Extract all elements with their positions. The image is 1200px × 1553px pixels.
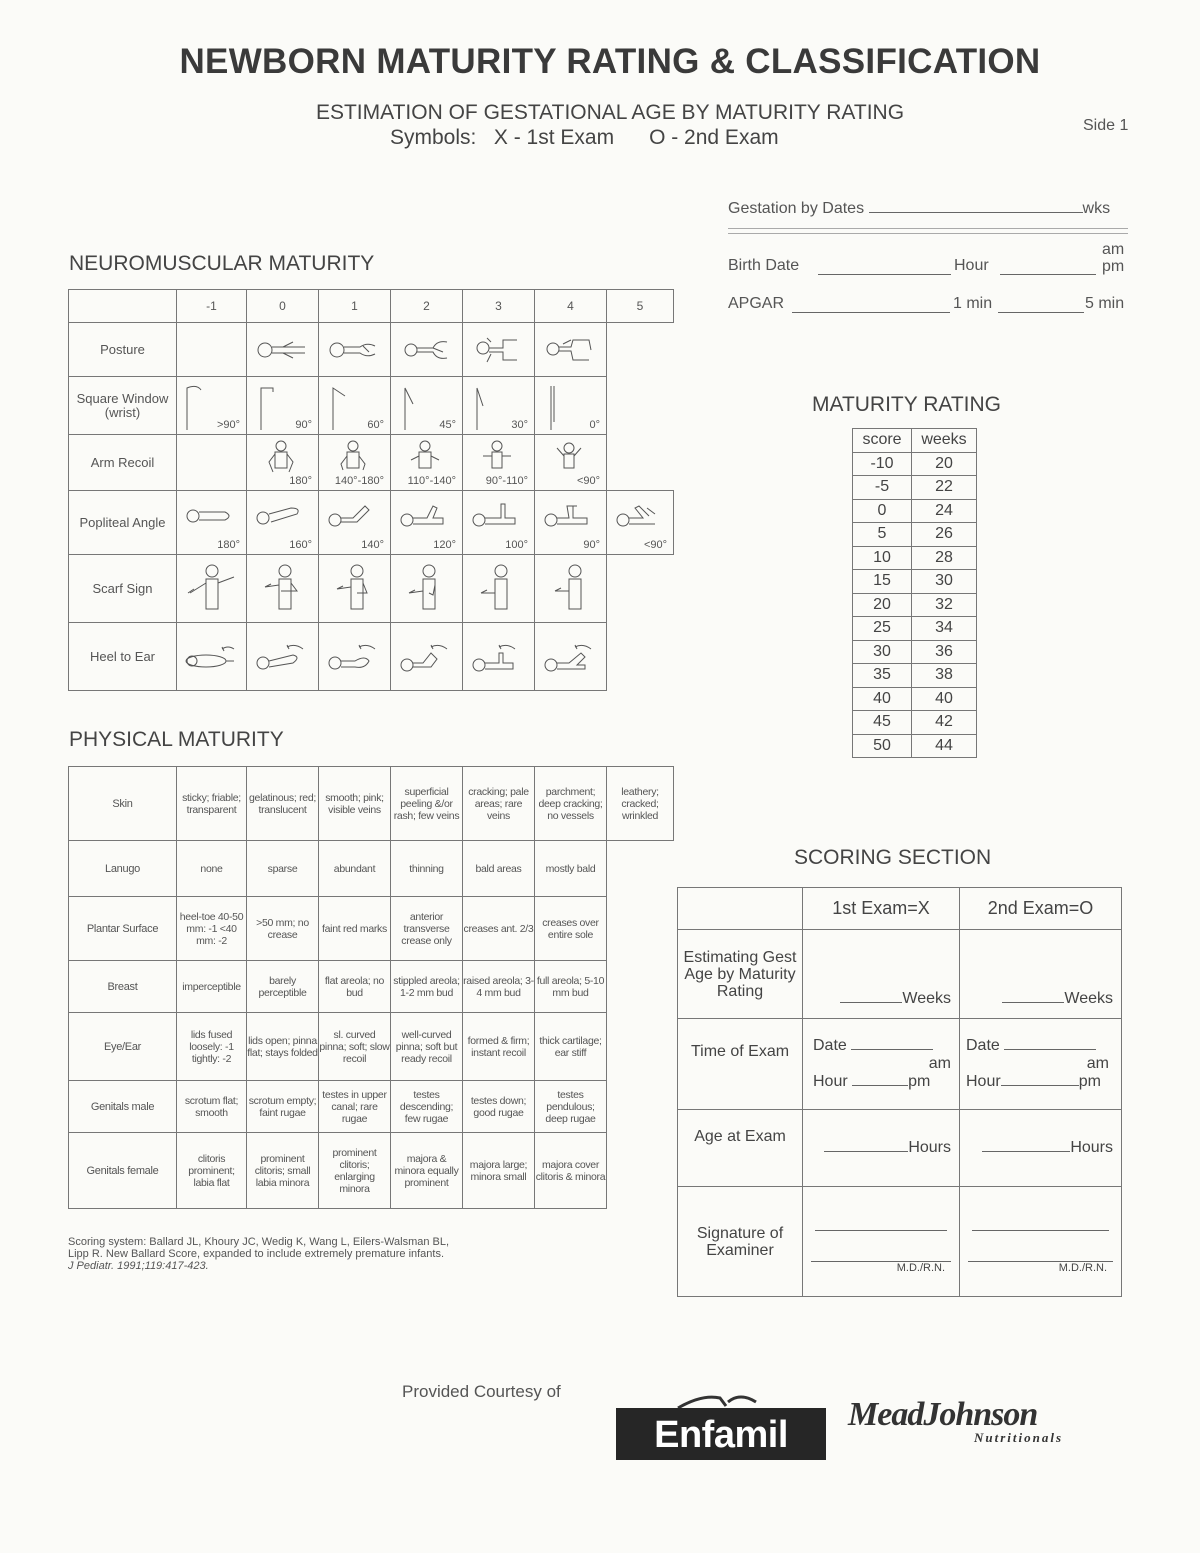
input-line[interactable] bbox=[840, 1002, 902, 1003]
divider bbox=[728, 228, 1128, 229]
weeks-cell: 36 bbox=[912, 640, 977, 664]
birth-date-input-line[interactable] bbox=[818, 260, 951, 275]
physical-cell: majora cover clitoris & minora bbox=[535, 1133, 607, 1209]
score-cell: 25 bbox=[853, 617, 912, 641]
physical-row bbox=[69, 1133, 674, 1209]
weeks-cell: 24 bbox=[912, 499, 977, 523]
square-window-cell bbox=[463, 378, 534, 434]
maturity-row bbox=[853, 687, 977, 711]
posture-cell bbox=[177, 323, 247, 377]
gestation-label: Gestation by Dates bbox=[728, 200, 865, 217]
heel-to-ear-cell bbox=[463, 623, 535, 691]
physical-cell: none bbox=[177, 841, 247, 897]
score-cell: 40 bbox=[853, 687, 912, 711]
gestation-input-line[interactable] bbox=[869, 212, 1083, 213]
row-label: Genitals male bbox=[69, 1081, 177, 1133]
physical-row bbox=[69, 1013, 674, 1081]
angle-label: 45° bbox=[439, 418, 456, 431]
enfamil-logo bbox=[616, 1392, 826, 1462]
hour-input-line[interactable] bbox=[1001, 1085, 1079, 1086]
maturity-row bbox=[853, 593, 977, 617]
weeks-label: Weeks bbox=[1064, 990, 1113, 1007]
physical-cell: parchment; deep cracking; no vessels bbox=[535, 767, 607, 841]
posture-cell bbox=[319, 323, 391, 377]
scoring-table bbox=[677, 887, 1122, 1297]
arm-recoil-icon bbox=[549, 438, 589, 478]
hour-label: Hour bbox=[954, 257, 989, 274]
hour-label: Hour bbox=[813, 1073, 848, 1090]
physical-cell: anterior transverse crease only bbox=[391, 897, 463, 961]
time-of-exam-2[interactable] bbox=[960, 1019, 1122, 1110]
score-cell: 0 bbox=[853, 499, 912, 523]
weeks-cell: 40 bbox=[912, 687, 977, 711]
physical-row bbox=[69, 961, 674, 1013]
maturity-row bbox=[853, 664, 977, 688]
wks-label: wks bbox=[1082, 200, 1111, 217]
angle-label: 140°-180° bbox=[334, 474, 384, 487]
heel-to-ear-icon bbox=[325, 639, 385, 675]
am-label: am bbox=[928, 1055, 951, 1072]
score-cell: -10 bbox=[853, 452, 912, 476]
md-rn-label: M.D./R.N. bbox=[968, 1261, 1113, 1274]
date-label: Date bbox=[966, 1037, 1000, 1054]
physical-cell: faint red marks bbox=[319, 897, 391, 961]
physical-cell: >50 mm; no crease bbox=[247, 897, 319, 961]
score-cell: 45 bbox=[853, 711, 912, 735]
popliteal-cell bbox=[463, 492, 534, 554]
scarf-sign-icon bbox=[543, 563, 599, 615]
angle-label: 120° bbox=[433, 538, 456, 551]
angle-label: 140° bbox=[361, 538, 384, 551]
second-exam-header: 2nd Exam=O bbox=[960, 888, 1122, 930]
maturity-row bbox=[853, 546, 977, 570]
angle-label: 60° bbox=[367, 418, 384, 431]
maturity-rating-table bbox=[852, 428, 977, 758]
weeks-field-2[interactable] bbox=[960, 930, 1122, 1019]
physical-cell: sparse bbox=[247, 841, 319, 897]
heel-to-ear-cell bbox=[247, 623, 319, 691]
one-min-label: 1 min bbox=[953, 295, 993, 312]
weeks-cell: 32 bbox=[912, 593, 977, 617]
weeks-cell: 20 bbox=[912, 452, 977, 476]
physical-row bbox=[69, 841, 674, 897]
citation-line: Scoring system: Ballard JL, Khoury JC, Wedig K, Wang L, Eilers-Walsman BL, bbox=[68, 1236, 450, 1248]
time-of-exam-1[interactable] bbox=[803, 1019, 960, 1110]
popliteal-cell bbox=[391, 492, 462, 554]
popliteal-icon bbox=[543, 500, 593, 530]
citation-line: Lipp R. New Ballard Score, expanded to include extremely premature infants. bbox=[68, 1248, 445, 1260]
weeks-cell: 38 bbox=[912, 664, 977, 688]
scarf-sign-icon bbox=[399, 563, 455, 615]
popliteal-cell bbox=[177, 492, 246, 554]
physical-cell: stippled areola; 1-2 mm bud bbox=[391, 961, 463, 1013]
posture-1-icon bbox=[325, 336, 385, 364]
angle-label: 110°-140° bbox=[407, 474, 456, 487]
physical-cell: imperceptible bbox=[177, 961, 247, 1013]
score-cell: 30 bbox=[853, 640, 912, 664]
weeks-cell: 28 bbox=[912, 546, 977, 570]
weeks-cell: 42 bbox=[912, 711, 977, 735]
physical-cell: bald areas bbox=[463, 841, 535, 897]
apgar-label: APGAR bbox=[728, 295, 785, 312]
symbols-legend: Symbols: X - 1st Exam O - 2nd Exam bbox=[390, 126, 779, 149]
angle-label: 0° bbox=[589, 418, 600, 431]
scarf-sign-cell bbox=[463, 555, 535, 623]
physical-cell: creases ant. 2/3 bbox=[463, 897, 535, 961]
weeks-cell: 30 bbox=[912, 570, 977, 594]
side-label: Side 1 bbox=[1083, 117, 1129, 134]
neuromuscular-title: NEUROMUSCULAR MATURITY bbox=[69, 252, 375, 275]
maturity-row bbox=[853, 617, 977, 641]
am-label: am bbox=[1102, 241, 1125, 258]
popliteal-cell bbox=[607, 492, 673, 554]
maturity-row bbox=[853, 640, 977, 664]
column-header: 0 bbox=[247, 290, 319, 323]
square-window-cell bbox=[535, 378, 606, 434]
physical-cell: raised areola; 3-4 mm bud bbox=[463, 961, 535, 1013]
scarf-sign-icon bbox=[327, 563, 383, 615]
page-subtitle: ESTIMATION OF GESTATIONAL AGE BY MATURITY RATING bbox=[315, 101, 905, 124]
angle-label: >90° bbox=[216, 418, 240, 431]
physical-title: PHYSICAL MATURITY bbox=[69, 728, 284, 751]
physical-cell: testes in upper canal; rare rugae bbox=[319, 1081, 391, 1133]
arm-recoil-cell bbox=[391, 436, 462, 490]
popliteal-cell bbox=[247, 492, 318, 554]
maturity-row bbox=[853, 499, 977, 523]
physical-cell bbox=[607, 841, 674, 897]
physical-cell bbox=[607, 897, 674, 961]
scarf-sign-icon bbox=[255, 563, 311, 615]
empty-cell bbox=[607, 623, 674, 691]
row-label: Posture bbox=[69, 323, 177, 377]
angle-label: 90°-110° bbox=[485, 474, 528, 487]
row-label: Heel to Ear bbox=[69, 623, 177, 691]
physical-cell: gelatinous; red; translucent bbox=[247, 767, 319, 841]
score-cell: 50 bbox=[853, 734, 912, 758]
row-label: Signature of Examiner bbox=[678, 1187, 803, 1297]
maturity-rating-title: MATURITY RATING bbox=[812, 393, 1001, 416]
empty-cell bbox=[607, 377, 674, 435]
input-line[interactable] bbox=[982, 1151, 1070, 1152]
popliteal-icon bbox=[255, 500, 305, 530]
physical-cell: lids open; pinna flat; stays folded bbox=[247, 1013, 319, 1081]
hours-label: Hours bbox=[908, 1139, 951, 1156]
pm-label: pm bbox=[1102, 258, 1125, 275]
posture-4-icon bbox=[541, 336, 601, 364]
scarf-sign-cell bbox=[535, 555, 607, 623]
first-exam-header: 1st Exam=X bbox=[803, 888, 960, 930]
citation bbox=[68, 1236, 449, 1272]
physical-cell: mostly bald bbox=[535, 841, 607, 897]
signature-line[interactable] bbox=[815, 1210, 947, 1231]
physical-cell: heel-toe 40-50 mm: -1 <40 mm: -2 bbox=[177, 897, 247, 961]
physical-cell: flat areola; no bud bbox=[319, 961, 391, 1013]
scarf-sign-icon bbox=[184, 563, 240, 615]
am-pm-label bbox=[1102, 241, 1124, 275]
row-label: Plantar Surface bbox=[69, 897, 177, 961]
angle-label: 180° bbox=[289, 474, 312, 487]
angle-label: <90° bbox=[576, 474, 600, 487]
angle-label: 90° bbox=[583, 538, 600, 551]
date-label: Date bbox=[813, 1037, 847, 1054]
arm-recoil-icon bbox=[405, 438, 445, 478]
score-cell: 20 bbox=[853, 593, 912, 617]
column-header: 1 bbox=[319, 290, 391, 323]
angle-label: 180° bbox=[217, 538, 240, 551]
empty-cell bbox=[607, 323, 674, 377]
posture-cell bbox=[535, 323, 607, 377]
physical-cell: smooth; pink; visible veins bbox=[319, 767, 391, 841]
physical-cell: cracking; pale areas; rare veins bbox=[463, 767, 535, 841]
physical-cell: testes descending; few rugae bbox=[391, 1081, 463, 1133]
header-empty bbox=[678, 888, 803, 930]
column-header: 3 bbox=[463, 290, 535, 323]
square-window-cell bbox=[247, 378, 318, 434]
hour-input-line[interactable] bbox=[1000, 260, 1096, 275]
physical-cell: majora large; minora small bbox=[463, 1133, 535, 1209]
physical-cell: abundant bbox=[319, 841, 391, 897]
popliteal-cell bbox=[319, 492, 390, 554]
column-header: 5 bbox=[607, 290, 674, 323]
row-label: Genitals female bbox=[69, 1133, 177, 1209]
date-input-line[interactable] bbox=[1004, 1049, 1096, 1050]
popliteal-icon bbox=[327, 500, 377, 530]
pm-label: pm bbox=[908, 1073, 931, 1090]
maturity-row bbox=[853, 734, 977, 758]
angle-label: 90° bbox=[295, 418, 312, 431]
weeks-cell: 22 bbox=[912, 476, 977, 500]
column-header: -1 bbox=[177, 290, 247, 323]
heel-to-ear-icon bbox=[182, 639, 242, 675]
physical-cell: superficial peeling &/or rash; few veins bbox=[391, 767, 463, 841]
physical-cell: well-curved pinna; soft but ready recoil bbox=[391, 1013, 463, 1081]
physical-row bbox=[69, 897, 674, 961]
row-label: Breast bbox=[69, 961, 177, 1013]
divider bbox=[728, 233, 1128, 234]
physical-cell bbox=[607, 1013, 674, 1081]
score-cell: 15 bbox=[853, 570, 912, 594]
scarf-sign-cell bbox=[177, 555, 247, 623]
row-label: Scarf Sign bbox=[69, 555, 177, 623]
square-window-cell bbox=[177, 378, 246, 434]
hour-input-line[interactable] bbox=[852, 1085, 908, 1086]
physical-table bbox=[68, 766, 674, 1209]
nutritionals-text: Nutritionals bbox=[974, 1430, 1064, 1445]
physical-cell bbox=[607, 961, 674, 1013]
heel-to-ear-icon bbox=[541, 639, 601, 675]
popliteal-icon bbox=[471, 500, 521, 530]
popliteal-icon bbox=[185, 500, 235, 530]
gestation-by-dates-field bbox=[728, 200, 1128, 218]
posture-0-icon bbox=[253, 336, 313, 364]
meadjohnson-logo bbox=[848, 1396, 1063, 1446]
row-label: Arm Recoil bbox=[69, 435, 177, 491]
maturity-row bbox=[853, 711, 977, 735]
angle-label: 30° bbox=[511, 418, 528, 431]
popliteal-cell bbox=[535, 492, 606, 554]
page-title: NEWBORN MATURITY RATING & CLASSIFICATION bbox=[179, 42, 1041, 81]
score-header: score bbox=[853, 429, 912, 453]
signature-line[interactable] bbox=[972, 1210, 1109, 1231]
heel-to-ear-cell bbox=[319, 623, 391, 691]
md-rn-label: M.D./R.N. bbox=[811, 1261, 951, 1274]
apgar-5min-line[interactable] bbox=[998, 298, 1084, 313]
row-label: Lanugo bbox=[69, 841, 177, 897]
scarf-sign-cell bbox=[319, 555, 391, 623]
scarf-sign-cell bbox=[391, 555, 463, 623]
neuromuscular-table bbox=[68, 289, 674, 691]
maturity-row bbox=[853, 452, 977, 476]
birth-date-label: Birth Date bbox=[728, 257, 800, 274]
physical-cell: creases over entire sole bbox=[535, 897, 607, 961]
physical-cell: barely perceptible bbox=[247, 961, 319, 1013]
scarf-sign-icon bbox=[471, 563, 527, 615]
heel-to-ear-icon bbox=[397, 639, 457, 675]
maturity-row bbox=[853, 523, 977, 547]
physical-cell: formed & firm; instant recoil bbox=[463, 1013, 535, 1081]
weeks-field-1[interactable] bbox=[803, 930, 960, 1019]
physical-cell: scrotum flat; smooth bbox=[177, 1081, 247, 1133]
meadjohnson-text: MeadJohnson bbox=[848, 1396, 1038, 1433]
five-min-label: 5 min bbox=[1085, 295, 1125, 312]
physical-cell: full areola; 5-10 mm bud bbox=[535, 961, 607, 1013]
physical-cell: testes down; good rugae bbox=[463, 1081, 535, 1133]
courtesy-text: Provided Courtesy of bbox=[402, 1382, 561, 1401]
weeks-label: Weeks bbox=[902, 990, 951, 1007]
arm-recoil-icon bbox=[477, 438, 517, 478]
hours-field-1[interactable] bbox=[803, 1110, 960, 1187]
heel-to-ear-icon bbox=[253, 639, 313, 675]
weeks-cell: 34 bbox=[912, 617, 977, 641]
input-line[interactable] bbox=[824, 1151, 908, 1152]
physical-cell: sl. curved pinna; soft; slow recoil bbox=[319, 1013, 391, 1081]
angle-label: 100° bbox=[505, 538, 528, 551]
physical-cell: scrotum empty; faint rugae bbox=[247, 1081, 319, 1133]
scoring-section-title: SCORING SECTION bbox=[794, 846, 992, 869]
score-cell: 35 bbox=[853, 664, 912, 688]
empty-cell bbox=[177, 435, 247, 491]
physical-cell: majora & minora equally prominent bbox=[391, 1133, 463, 1209]
input-line[interactable] bbox=[1002, 1002, 1064, 1003]
popliteal-icon bbox=[615, 500, 665, 530]
header-empty bbox=[69, 290, 177, 323]
physical-cell: thick cartilage; ear stiff bbox=[535, 1013, 607, 1081]
physical-cell: thinning bbox=[391, 841, 463, 897]
posture-cell bbox=[391, 323, 463, 377]
row-label: Estimating Gest Age by Maturity Rating bbox=[678, 930, 803, 1019]
physical-cell: prominent clitoris; small labia minora bbox=[247, 1133, 319, 1209]
square-window-cell bbox=[391, 378, 462, 434]
arm-recoil-cell bbox=[247, 436, 318, 490]
weeks-cell: 26 bbox=[912, 523, 977, 547]
apgar-1min-line[interactable] bbox=[792, 298, 950, 313]
score-cell: 5 bbox=[853, 523, 912, 547]
row-label: Age at Exam bbox=[678, 1110, 803, 1187]
column-header: 2 bbox=[391, 290, 463, 323]
enfamil-text: Enfamil bbox=[654, 1414, 788, 1456]
row-label: Eye/Ear bbox=[69, 1013, 177, 1081]
score-cell: -5 bbox=[853, 476, 912, 500]
scarf-sign-cell bbox=[247, 555, 319, 623]
row-label: Popliteal Angle bbox=[69, 491, 177, 555]
weeks-cell: 44 bbox=[912, 734, 977, 758]
empty-cell bbox=[607, 435, 674, 491]
physical-cell: leathery; cracked; wrinkled bbox=[607, 767, 674, 841]
weeks-header: weeks bbox=[912, 429, 977, 453]
posture-2-icon bbox=[397, 336, 457, 364]
physical-cell: testes pendulous; deep rugae bbox=[535, 1081, 607, 1133]
heel-to-ear-cell bbox=[535, 623, 607, 691]
physical-row bbox=[69, 1081, 674, 1133]
date-input-line[interactable] bbox=[851, 1049, 933, 1050]
square-window-cell bbox=[319, 378, 390, 434]
physical-cell bbox=[607, 1133, 674, 1209]
arm-recoil-cell bbox=[535, 436, 606, 490]
hours-label: Hours bbox=[1070, 1139, 1113, 1156]
maturity-row bbox=[853, 570, 977, 594]
posture-cell bbox=[463, 323, 535, 377]
arm-recoil-icon bbox=[333, 438, 373, 478]
physical-cell: lids fused loosely: -1 tightly: -2 bbox=[177, 1013, 247, 1081]
arm-recoil-cell bbox=[463, 436, 534, 490]
pm-label: pm bbox=[1078, 1073, 1101, 1090]
row-label: Skin bbox=[69, 767, 177, 841]
heel-to-ear-icon bbox=[469, 639, 529, 675]
physical-row bbox=[69, 767, 674, 841]
physical-cell: sticky; friable; transparent bbox=[177, 767, 247, 841]
arm-recoil-icon bbox=[261, 438, 301, 478]
angle-label: 160° bbox=[289, 538, 312, 551]
angle-label: <90° bbox=[643, 538, 667, 551]
hour-label: Hour bbox=[966, 1073, 1001, 1090]
am-label: am bbox=[1086, 1055, 1109, 1072]
posture-3-icon bbox=[469, 336, 529, 364]
physical-cell: clitoris prominent; labia flat bbox=[177, 1133, 247, 1209]
row-label: Time of Exam bbox=[678, 1019, 803, 1110]
score-cell: 10 bbox=[853, 546, 912, 570]
maturity-row bbox=[853, 476, 977, 500]
row-label: Square Window (wrist) bbox=[69, 377, 177, 435]
hours-field-2[interactable] bbox=[960, 1110, 1122, 1187]
posture-cell bbox=[247, 323, 319, 377]
physical-cell: prominent clitoris; enlarging minora bbox=[319, 1133, 391, 1209]
citation-line: J Pediatr. 1991;119:417-423. bbox=[68, 1260, 209, 1272]
arm-recoil-cell bbox=[319, 436, 390, 490]
empty-cell bbox=[607, 555, 674, 623]
signature-field-1[interactable] bbox=[803, 1187, 960, 1297]
heel-to-ear-cell bbox=[391, 623, 463, 691]
heel-to-ear-cell bbox=[177, 623, 247, 691]
signature-field-2[interactable] bbox=[960, 1187, 1122, 1297]
physical-cell bbox=[607, 1081, 674, 1133]
popliteal-icon bbox=[399, 500, 449, 530]
column-header: 4 bbox=[535, 290, 607, 323]
